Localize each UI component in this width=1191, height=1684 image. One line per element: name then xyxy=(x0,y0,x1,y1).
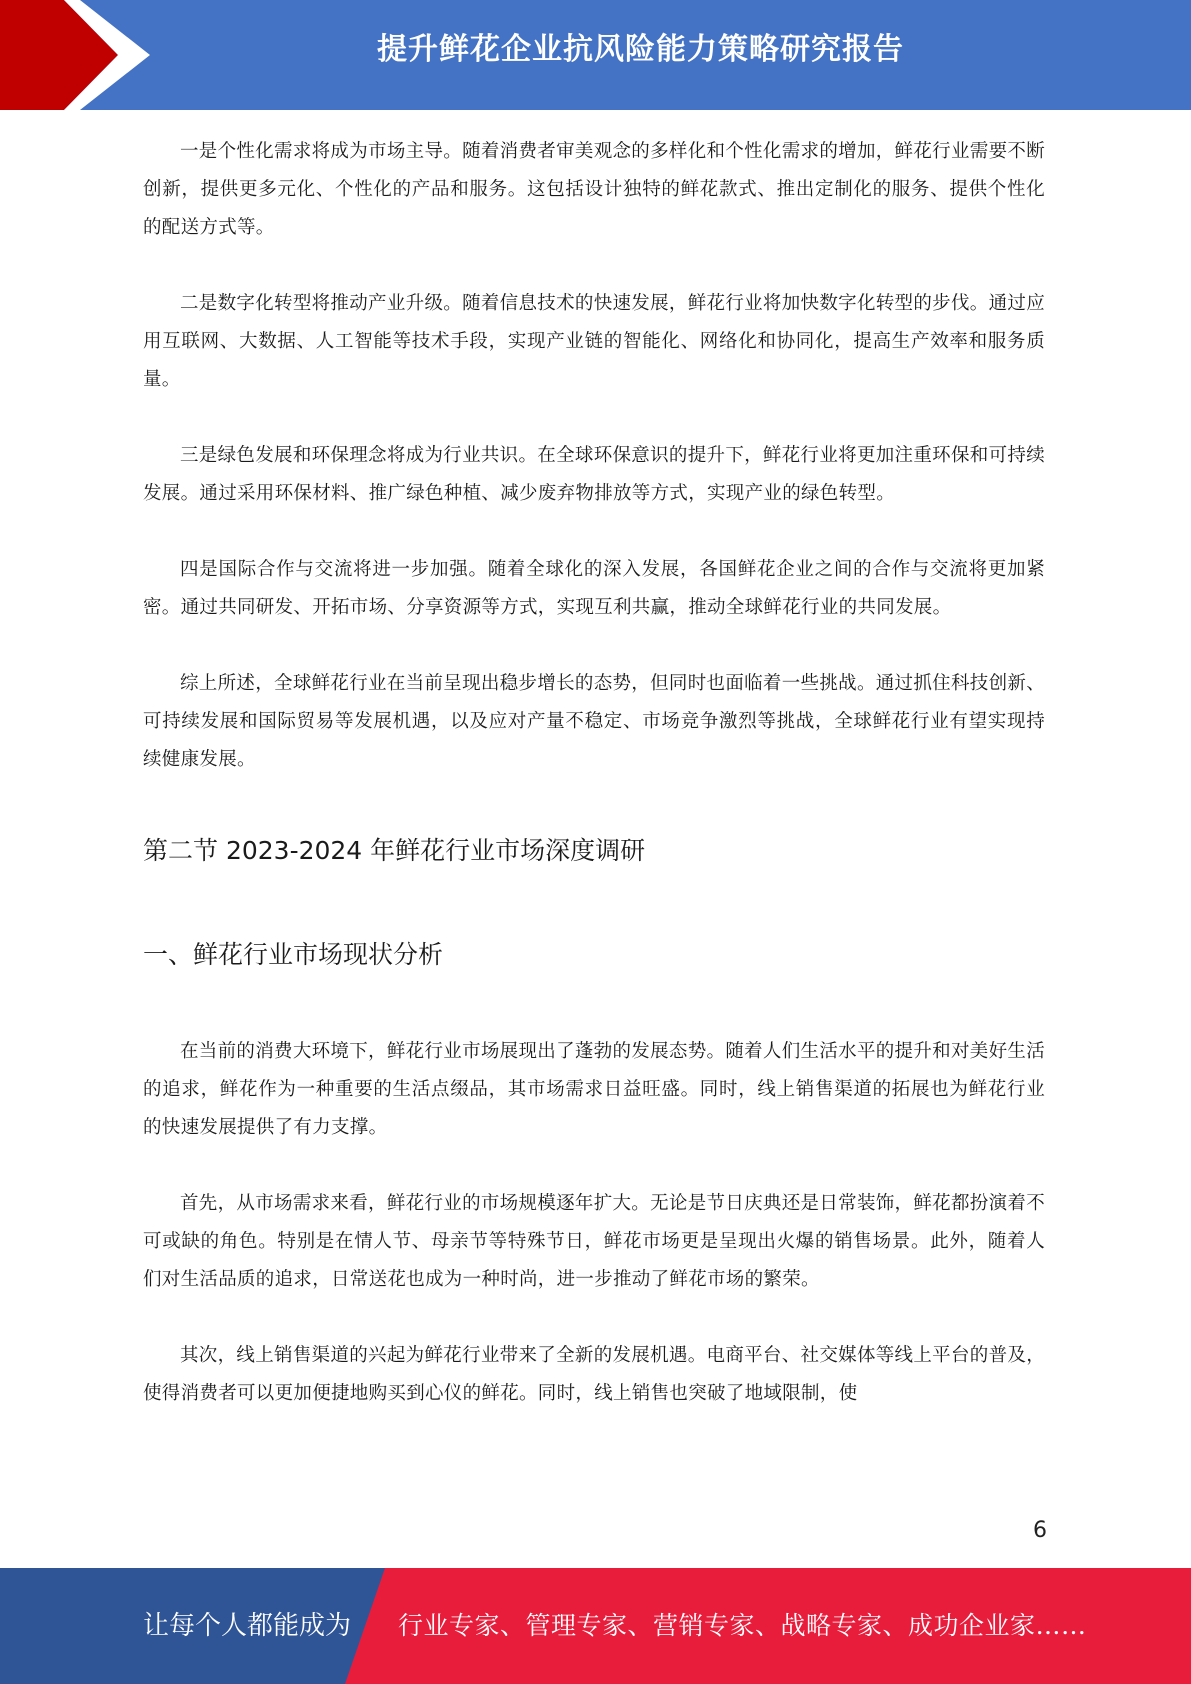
section-heading: 第二节 2023-2024 年鲜花行业市场深度调研 xyxy=(143,836,646,865)
page-content xyxy=(143,133,1045,1413)
body-paragraph: 综上所述，全球鲜花行业在当前呈现出稳步增长的态势，但同时也面临着一些挑战。通过抓住科技创新、可持续发展和国际贸易等发展机遇，以及应对产量不稳定、市场竞争激烈等挑战，全球鲜花行业有望实现持续健康发展。 xyxy=(143,673,1045,770)
footer-banner xyxy=(0,1568,1191,1684)
body-paragraph: 一是个性化需求将成为市场主导。随着消费者审美观念的多样化和个性化需求的增加，鲜花行业需要不断创新，提供更多元化、个性化的产品和服务。这包括设计独特的鲜花款式、推出定制化的服务、提供个性化的配送方式等。 xyxy=(143,141,1045,238)
body-paragraph: 其次，线上销售渠道的兴起为鲜花行业带来了全新的发展机遇。电商平台、社交媒体等线上平台的普及，使得消费者可以更加便捷地购买到心仪的鲜花。同时，线上销售也突破了地域限制，使 xyxy=(143,1345,1045,1404)
body-paragraph: 在当前的消费大环境下，鲜花行业市场展现出了蓬勃的发展态势。随着人们生活水平的提升和对美好生活的追求，鲜花作为一种重要的生活点缀品，其市场需求日益旺盛。同时，线上销售渠道的拓展也为鲜花行业的快速发展提供了有力支撑。 xyxy=(143,1041,1045,1138)
report-title: 提升鲜花企业抗风险能力策略研究报告 xyxy=(377,32,904,67)
body-paragraph: 四是国际合作与交流将进一步加强。随着全球化的深入发展，各国鲜花企业之间的合作与交流将更加紧密。通过共同研发、开拓市场、分享资源等方式，实现互利共赢，推动全球鲜花行业的共同发展。 xyxy=(143,559,1045,618)
body-paragraph: 首先，从市场需求来看，鲜花行业的市场规模逐年扩大。无论是节日庆典还是日常装饰，鲜花都扮演着不可或缺的角色。特别是在情人节、母亲节等特殊节日，鲜花市场更是呈现出火爆的销售场景。此外，随着人们对生活品质的追求，日常送花也成为一种时尚，进一步推动了鲜花市场的繁荣。 xyxy=(143,1193,1045,1290)
page-number: 6 xyxy=(1033,1518,1047,1543)
body-paragraph: 三是绿色发展和环保理念将成为行业共识。在全球环保意识的提升下，鲜花行业将更加注重环保和可持续发展。通过采用环保材料、推广绿色种植、减少废弃物排放等方式，实现产业的绿色转型。 xyxy=(143,445,1045,504)
body-paragraph: 二是数字化转型将推动产业升级。随着信息技术的快速发展，鲜花行业将加快数字化转型的步伐。通过应用互联网、大数据、人工智能等技术手段，实现产业链的智能化、网络化和协同化，提高生产效率和服务质量。 xyxy=(143,293,1045,390)
chevron-arrow-icon xyxy=(0,0,160,110)
footer-slogan-left: 让每个人都能成为 xyxy=(143,1611,352,1641)
footer-slogan-right: 行业专家、管理专家、营销专家、战略专家、成功企业家…… xyxy=(398,1611,1087,1640)
header-banner xyxy=(0,0,1191,110)
subsection-heading: 一、鲜花行业市场现状分析 xyxy=(143,940,444,969)
